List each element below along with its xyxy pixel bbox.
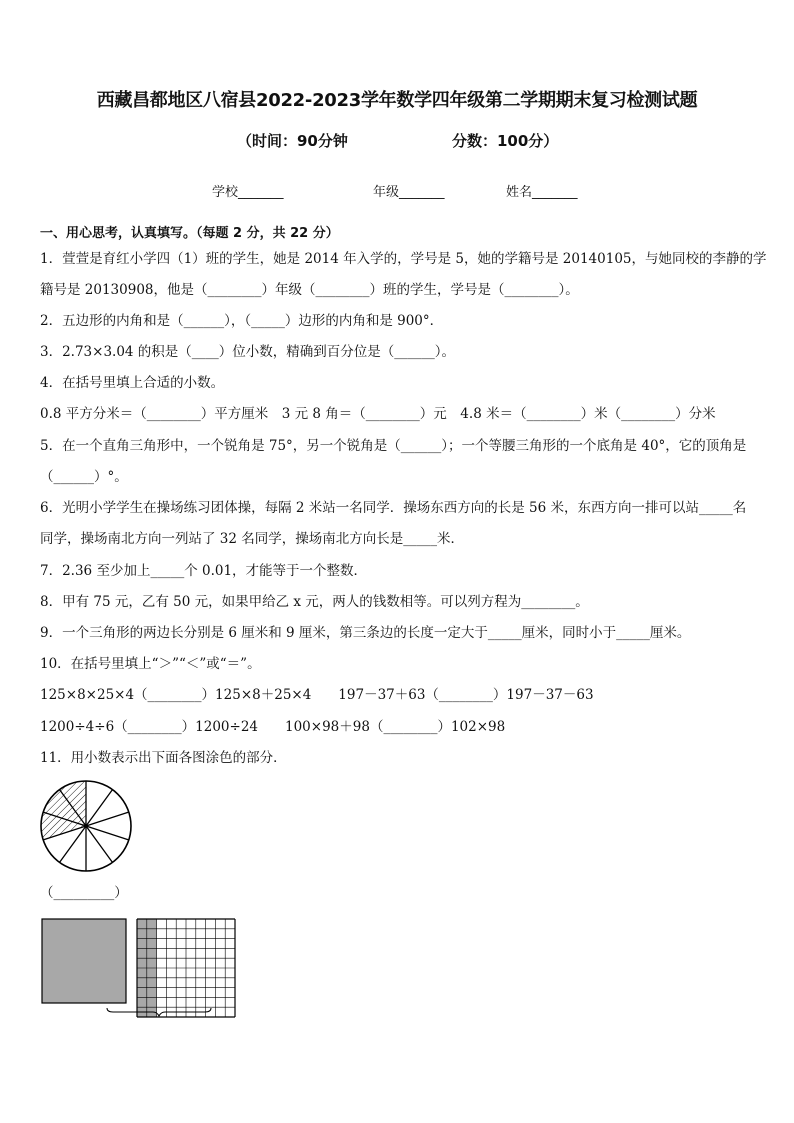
brace — [107, 1008, 211, 1016]
pie-figure — [38, 778, 134, 874]
question-line: 6．光明小学学生在操场练习团体操，每隔 2 米站一名同学．操场东西方向的长是 56 米，东西方向一排可以站_____名 — [40, 500, 747, 516]
question-line: 1200÷4÷6（________）1200÷24 100×98＋98（________）102×98 — [40, 719, 506, 735]
question-line: 10．在括号里填上“＞”“＜”或“＝”。 — [40, 656, 261, 672]
question-line: 籍号是 20130908，他是（________）年级（________）班的学生，学号是（________）。 — [40, 282, 579, 298]
pie-divider — [86, 812, 129, 826]
pie-shaded-slices — [41, 781, 86, 840]
answer-blank[interactable]: （_________） — [40, 885, 128, 901]
pie-divider — [86, 790, 112, 826]
question-line: 3．2.73×3.04 的积是（____）位小数，精确到百分位是（______）。 — [40, 344, 456, 360]
question-line: 5．在一个直角三角形中，一个锐角是 75°，另一个锐角是（______）；一个等腰三角形的一个底角是 40°，它的顶角是 — [40, 438, 747, 454]
question-line: 2．五边形的内角和是（______），（_____）边形的内角和是 900°． — [40, 313, 444, 329]
grade-field[interactable]: 年级_______ — [373, 185, 445, 200]
section-heading: 一、用心思考，认真填写。（每题 2 分，共 22 分） — [40, 226, 339, 241]
school-field[interactable]: 学校_______ — [212, 185, 284, 200]
page-title: 西藏昌都地区八宿县2022-2023学年数学四年级第二学期期末复习检测试题 — [96, 90, 698, 111]
question-line: 4．在括号里填上合适的小数。 — [40, 375, 225, 391]
full-shaded-square — [42, 919, 126, 1003]
question-line: 11．用小数表示出下面各图涂色的部分． — [40, 750, 287, 766]
exam-score: 分数：100分） — [452, 132, 559, 150]
question-line: 0.8 平方分米＝（________）平方厘米 3 元 8 角＝（________）元 4.8 米＝（________）米（________）分米 — [40, 406, 716, 422]
question-line: 9．一个三角形的两边长分别是 6 厘米和 9 厘米，第三条边的长度一定大于_____厘米，同时小于_____厘米。 — [40, 625, 691, 641]
pie-divider — [86, 826, 112, 862]
question-line: 同学，操场南北方向一列站了 32 名同学，操场南北方向长是_____米． — [40, 531, 465, 547]
name-field[interactable]: 姓名_______ — [506, 185, 578, 200]
question-line: 125×8×25×4（________）125×8＋25×4 197－37＋63（________）197－37－63 — [40, 687, 594, 703]
square-figures — [40, 916, 240, 1020]
question-line: 7．2.36 至少加上_____个 0.01，才能等于一个整数． — [40, 563, 368, 579]
exam-time: （时间：90分钟 — [237, 132, 348, 150]
question-line: 1．萱萱是育红小学四（1）班的学生，她是 2014 年入学的，学号是 5，她的学籍号是 20140105，与她同校的李静的学 — [40, 251, 767, 267]
question-line: 8．甲有 75 元，乙有 50 元，如果甲给乙 x 元，两人的钱数相等。可以列方程为________。 — [40, 594, 589, 610]
question-line: （______）°。 — [40, 469, 128, 485]
pie-divider — [86, 826, 129, 840]
